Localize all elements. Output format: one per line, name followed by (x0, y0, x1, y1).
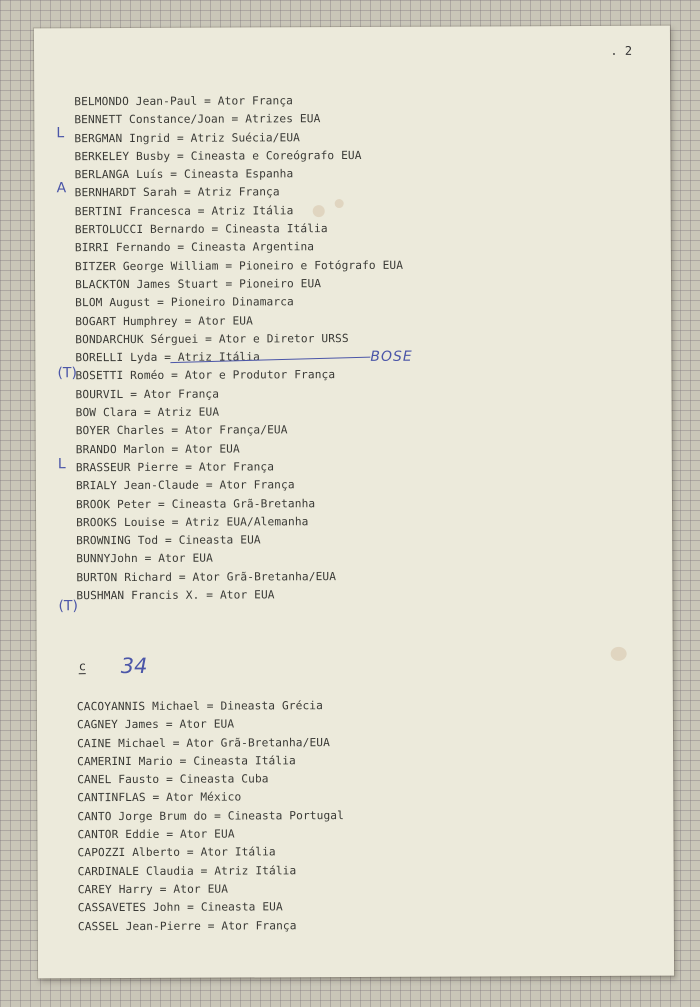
margin-mark: (T) (58, 598, 78, 615)
list-item: BRASSEUR Pierre = Ator França (75, 460, 275, 475)
list-item: BERTOLUCCI Bernardo = Cineasta Itália (74, 222, 328, 237)
list-item: BIRRI Fernando = Cineasta Argentina (74, 240, 315, 255)
section-letter: c (78, 659, 86, 674)
list-item: BITZER George William = Pioneiro e Fotógrafo EUA (74, 258, 404, 273)
list-item: CAINE Michael = Ator Grã-Bretanha/EUA (77, 735, 330, 750)
paper-stain (611, 647, 627, 661)
list-item: CAPOZZI Alberto = Ator Itália (77, 845, 276, 860)
list-item: CANEL Fausto = Cineasta Cuba (77, 772, 269, 787)
list-item: CASSAVETES John = Cineasta EUA (77, 900, 283, 915)
list-item: CASSEL Jean-Pierre = Ator França (77, 918, 297, 933)
list-item: BERLANGA Luís = Cineasta Espanha (74, 167, 294, 182)
list-item: BROOKS Louise = Atriz EUA/Alemanha (76, 515, 309, 530)
margin-mark: L (57, 456, 66, 473)
list-item: BRIALY Jean-Claude = Ator França (75, 478, 295, 493)
list-item: BOW Clara = Atriz EUA (75, 405, 220, 420)
list-item: BOGART Humphrey = Ator EUA (75, 314, 253, 328)
list-item: CARDINALE Claudia = Atriz Itália (77, 863, 297, 878)
list-item: BUNNYJohn = Ator EUA (76, 552, 213, 566)
list-item: CAGNEY James = Ator EUA (76, 717, 235, 732)
list-item: BOYER Charles = Ator França/EUA (75, 423, 288, 438)
list-item: BENNETT Constance/Joan = Atrizes EUA (74, 112, 321, 127)
list-item: BERKELEY Busby = Cineasta e Coreógrafo EUA (74, 148, 362, 164)
margin-mark: L (56, 125, 65, 142)
list-item: BRANDO Marlon = Ator EUA (75, 442, 240, 456)
typewritten-page (34, 26, 674, 979)
list-item: BORELLI Lyda = Atriz Itália (75, 350, 260, 365)
list-item: BELMONDO Jean-Paul = Ator França (74, 94, 294, 109)
list-item: CAREY Harry = Ator EUA (77, 882, 229, 897)
list-item: BURTON Richard = Ator Grã-Bretanha/EUA (76, 569, 337, 584)
list-item: BUSHMAN Francis X. = Ator EUA (76, 588, 275, 603)
list-item: BOSETTI Roméo = Ator e Produtor França (75, 368, 336, 383)
list-item: CACOYANNIS Michael = Dineasta Grécia (76, 699, 323, 714)
margin-mark: (T) (57, 365, 77, 382)
list-item: BOURVIL = Ator França (75, 387, 220, 401)
list-item: BERNHARDT Sarah = Atriz França (74, 185, 280, 200)
list-item: BERGMAN Ingrid = Atriz Suécia/EUA (74, 130, 301, 145)
list-item: BROWNING Tod = Cineasta EUA (76, 533, 261, 548)
list-item: BROOK Peter = Cineasta Grã-Bretanha (75, 496, 316, 511)
handwritten-note: BOSE (370, 348, 413, 365)
section-b-list (74, 92, 404, 606)
list-item: CANTOR Eddie = Ator EUA (77, 827, 235, 842)
list-item: BLACKTON James Stuart = Pioneiro EUA (75, 277, 322, 292)
list-item: BONDARCHUK Sérguei = Ator e Diretor URSS (75, 331, 349, 347)
list-item: CAMERINI Mario = Cineasta Itália (77, 754, 296, 769)
list-item: CANTINFLAS = Ator México (77, 790, 242, 805)
list-item: CANTO Jorge Brum do = Cineasta Portugal (77, 808, 344, 823)
margin-mark: A (56, 180, 67, 197)
handwritten-count: 34 (120, 653, 148, 679)
list-item: BERTINI Francesca = Atriz Itália (74, 204, 294, 218)
section-c-list (77, 697, 345, 936)
page-number: . 2 (610, 43, 633, 58)
list-item: BLOM August = Pioneiro Dinamarca (75, 295, 294, 310)
